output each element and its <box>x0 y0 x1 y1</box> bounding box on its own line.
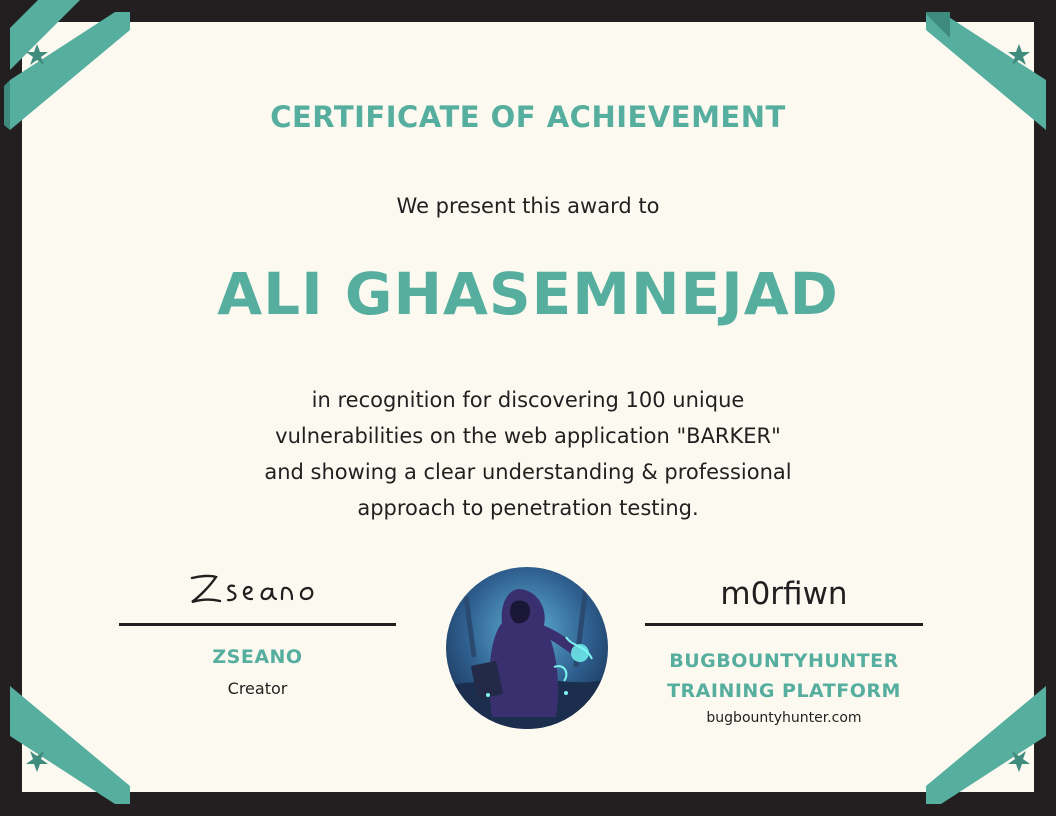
description-line: vulnerabilities on the web application "BARKER" <box>275 424 781 448</box>
description-line: and showing a clear understanding & professional <box>264 460 792 484</box>
corner-ribbon-bottom-right <box>926 686 1056 816</box>
issuer-organization <box>645 646 923 706</box>
signature-line-left <box>119 623 396 626</box>
presented-line: We present this award to <box>396 194 660 218</box>
certificate-description <box>178 382 878 526</box>
description-line: approach to penetration testing. <box>357 496 699 520</box>
certificate-title: CERTIFICATE OF ACHIEVEMENT <box>270 100 786 134</box>
signer-role: Creator <box>227 679 288 698</box>
issuer-url: bugbountyhunter.com <box>706 710 862 726</box>
hooded-hacker-avatar <box>446 567 608 729</box>
handwritten-signature-zseano <box>186 566 336 610</box>
issuer-org-line: BUGBOUNTYHUNTER <box>669 650 899 672</box>
avatar-icon <box>446 567 608 729</box>
signature-line-right <box>645 623 923 626</box>
signer-name: ZSEANO <box>212 646 303 668</box>
description-line: in recognition for discovering 100 unique <box>311 388 745 412</box>
corner-ribbon-bottom-left <box>0 686 130 816</box>
signature-text-right: m0rfiwn <box>720 576 848 612</box>
star-icon <box>0 686 130 816</box>
recipient-name: ALI GHASEMNEJAD <box>217 260 839 328</box>
issuer-org-line: TRAINING PLATFORM <box>667 680 901 702</box>
star-icon <box>926 686 1056 816</box>
